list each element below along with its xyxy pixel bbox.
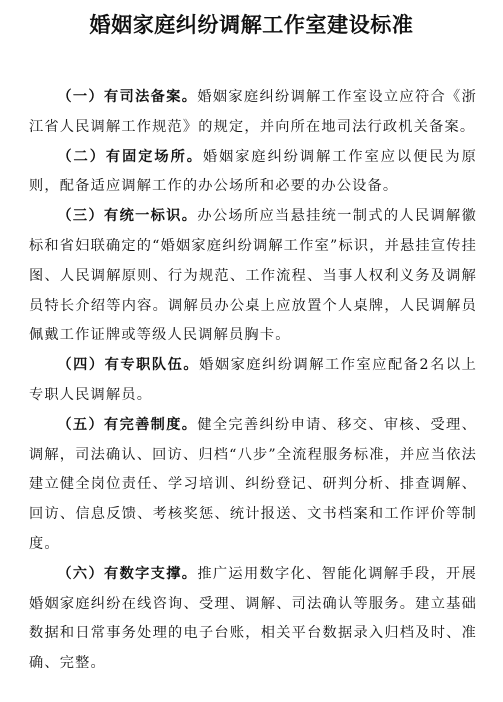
section-2-paragraph <box>29 143 477 203</box>
document-body <box>29 83 477 679</box>
section-4-heading: （四）有专职队伍。 <box>57 357 200 374</box>
section-5-text: 健全完善纠纷申请、移交、审核、受理、调解，司法确认、回访、归档“八步”全流程服务标准，并应当依法建立健全岗位责任、学习培训、纠纷登记、研判分析、排查调解、回访、信息反馈、考核奖惩、统计报送、文书档案和工作评价等制度。 <box>29 416 477 552</box>
section-6-text: 推广运用数字化、智能化调解手段，开展婚姻家庭纠纷在线咨询、受理、调解、司法确认等服务。建立基础数据和日常事务处理的电子台账，相关平台数据录入归档及时、准确、完整。 <box>29 565 477 672</box>
section-6-paragraph <box>29 560 477 679</box>
section-2-text: 婚姻家庭纠纷调解工作室应以便民为原则，配备适应调解工作的办公场所和必要的办公设备。 <box>29 148 477 195</box>
section-4-text: 婚姻家庭纠纷调解工作室应配备2名以上专职人民调解员。 <box>29 357 477 403</box>
section-5-heading: （五）有完善制度。 <box>57 416 198 433</box>
section-2-heading: （二）有固定场所。 <box>57 148 203 165</box>
section-3-heading: （三）有统一标识。 <box>57 208 198 225</box>
section-1-paragraph <box>29 83 477 143</box>
document-title: 婚姻家庭纠纷调解工作室建设标准 <box>89 12 414 37</box>
section-3-text: 办公场所应当悬挂统一制式的人民调解徽标和省妇联确定的“婚姻家庭纠纷调解工作室”标识，并悬挂宣传挂图、人民调解原则、行为规范、工作流程、当事人权利义务及调解员特长介绍等内容。调解员办公桌上应放置个人桌牌，人民调解员佩戴工作证牌或等级人民调解员胸卡。 <box>29 208 477 344</box>
section-5-paragraph <box>29 411 477 560</box>
section-1-heading: （一）有司法备案。 <box>57 89 198 105</box>
section-1-text: 婚姻家庭纠纷调解工作室设立应符合《浙江省人民调解工作规范》的规定，并向所在地司法行政机关备案。 <box>29 89 477 135</box>
section-6-heading: （六）有数字支撑。 <box>57 565 198 582</box>
section-4-paragraph <box>29 351 477 411</box>
section-3-paragraph <box>29 202 477 351</box>
